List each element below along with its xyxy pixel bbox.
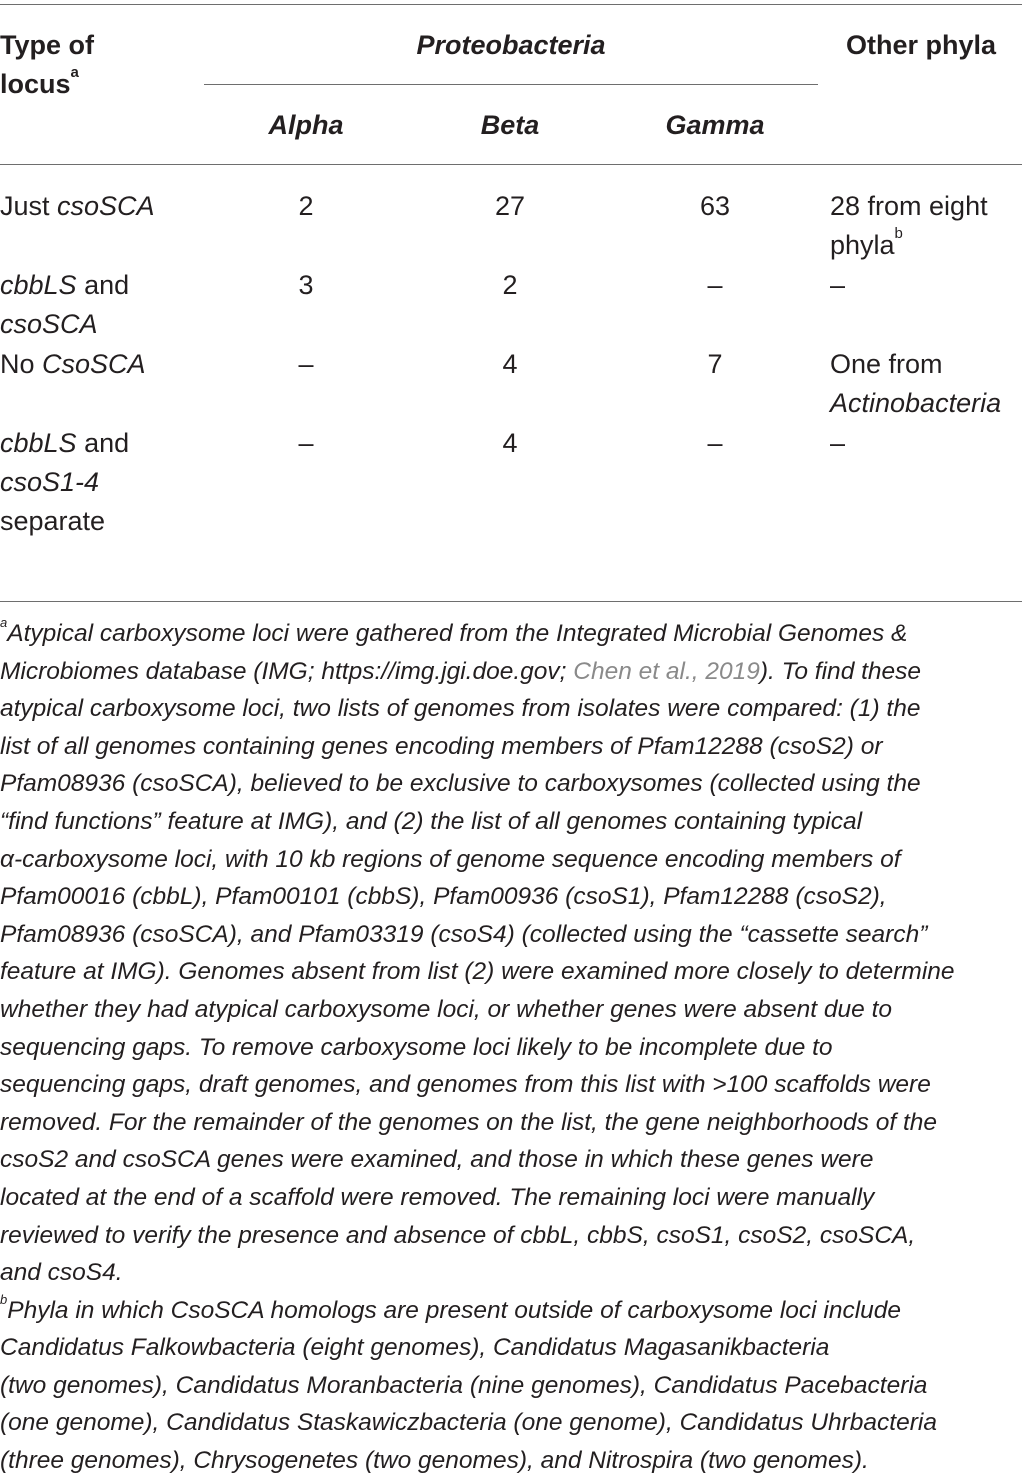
group-header-rule bbox=[204, 84, 818, 85]
table-cell-alpha: – bbox=[298, 428, 314, 458]
table-cell-alpha: – bbox=[298, 349, 314, 379]
footnote-b-line: (two genomes), Candidatus Moranbacteria (nine genomes), Candidatus Pacebacteria bbox=[0, 1371, 928, 1399]
proteobacteria-group-header: Proteobacteria bbox=[416, 30, 606, 60]
footnote-a-line: Pfam00016 (cbbL), Pfam00101 (cbbS), Pfam00936 (csoS1), Pfam12288 (csoS2), bbox=[0, 883, 887, 911]
locus-header-line1: Type of bbox=[0, 30, 94, 60]
footnote-a-line: list of all genomes containing genes encoding members of Pfam12288 (csoS2) or bbox=[0, 732, 883, 760]
footnote-a-line: Pfam08936 (csoSCA), believed to be exclusive to carboxysomes (collected using the bbox=[0, 770, 921, 798]
table-cell-other: 28 from eight phyla$^b$ bbox=[830, 191, 988, 260]
footnote-a-line: α-carboxysome loci, with 10 kb regions of genome sequence encoding members of bbox=[0, 845, 901, 873]
table-row-label: No CsoSCA bbox=[0, 349, 146, 379]
table-cell-gamma: – bbox=[707, 270, 723, 300]
footnote-b-line: (three genomes), Chrysogenetes (two genomes), and Nitrospira (two genomes). bbox=[0, 1447, 869, 1475]
footnote-a-line: reviewed to verify the presence and absence of cbbL, cbbS, csoS1, csoS2, csoSCA, bbox=[0, 1221, 916, 1249]
gamma-subheader: Gamma bbox=[665, 110, 765, 140]
alpha-subheader: Alpha bbox=[268, 110, 344, 140]
table-cell-gamma: 63 bbox=[699, 191, 731, 221]
footnote-b-line: Candidatus Falkowbacteria (eight genomes), Candidatus Magasanikbacteria bbox=[0, 1334, 830, 1362]
table-cell-beta: 2 bbox=[502, 270, 518, 300]
other-phyla-column-header: Other phyla bbox=[846, 30, 997, 60]
footnote-a-line: whether they had atypical carboxysome loci, or whether genes were absent due to bbox=[0, 995, 893, 1023]
table-cell-beta: 27 bbox=[494, 191, 526, 221]
footnote-b bbox=[0, 1292, 1022, 1480]
table-row-label: cbbLS and csoSCA bbox=[0, 270, 130, 339]
footnote-a-line: Microbiomes database (IMG; https://img.jgi.doe.gov; Chen et al., 2019). To find these bbox=[0, 657, 922, 685]
footnote-marker-a: a bbox=[70, 64, 79, 81]
footnote-a-line: csoS2 and csoSCA genes were examined, and those in which these genes were bbox=[0, 1146, 874, 1174]
footnote-b-line: $^b$Phyla in which CsoSCA homologs are present outside of carboxysome loci include bbox=[0, 1291, 902, 1324]
footnote-a-line: feature at IMG). Genomes absent from list (2) were examined more closely to determine bbox=[0, 958, 955, 986]
footnote-a-line: “find functions” feature at IMG), and (2) the list of all genomes containing typical bbox=[0, 807, 863, 835]
table-cell-gamma: – bbox=[707, 428, 723, 458]
table-footnotes bbox=[0, 615, 1022, 1480]
table-cell-alpha: 2 bbox=[298, 191, 314, 221]
citation-link[interactable]: Chen et al., 2019 bbox=[573, 657, 760, 685]
footnote-a-line: and csoS4. bbox=[0, 1259, 123, 1287]
table-row-label: Just csoSCA bbox=[0, 191, 155, 221]
footnote-a-line: sequencing gaps. To remove carboxysome loci likely to be incomplete due to bbox=[0, 1033, 833, 1061]
table-cell-beta: 4 bbox=[502, 428, 518, 458]
table-cell-gamma: 7 bbox=[707, 349, 723, 379]
footnote-b-mark: b bbox=[0, 1291, 8, 1307]
locus-column-header bbox=[0, 26, 94, 104]
footnote-a bbox=[0, 615, 1022, 1292]
footnote-a-line: sequencing gaps, draft genomes, and genomes from this list with >100 scaffolds were bbox=[0, 1071, 931, 1099]
footnote-a-line: Pfam08936 (csoSCA), and Pfam03319 (csoS4) (collected using the “cassette search” bbox=[0, 920, 928, 948]
footnote-marker-b: b bbox=[894, 225, 903, 242]
table-cell-other: – bbox=[830, 428, 846, 458]
footnote-a-line: removed. For the remainder of the genomes on the list, the gene neighborhoods of the bbox=[0, 1108, 938, 1136]
table-top-rule bbox=[0, 4, 1022, 5]
table-cell-alpha: 3 bbox=[298, 270, 314, 300]
table-cell-other: – bbox=[830, 270, 846, 300]
table-row-label: cbbLS and csoS1-4 separate bbox=[0, 428, 130, 536]
footnote-a-mark: a bbox=[0, 615, 8, 630]
header-bottom-rule bbox=[0, 164, 1022, 165]
locus-header-line2: locus bbox=[0, 69, 71, 99]
table-bottom-rule bbox=[0, 601, 1022, 602]
beta-subheader: Beta bbox=[480, 110, 540, 140]
footnote-a-line: atypical carboxysome loci, two lists of genomes from isolates were compared: (1) the bbox=[0, 695, 921, 723]
footnote-a-line: located at the end of a scaffold were removed. The remaining loci were manually bbox=[0, 1183, 875, 1211]
table-cell-beta: 4 bbox=[502, 349, 518, 379]
footnote-b-line: (one genome), Candidatus Staskawiczbacteria (one genome), Candidatus Uhrbacteria bbox=[0, 1409, 937, 1437]
table-cell-other: One from Actinobacteria bbox=[830, 349, 1002, 418]
footnote-a-line: $^a$Atypical carboxysome loci were gathered from the Integrated Microbial Genomes & bbox=[0, 615, 908, 647]
